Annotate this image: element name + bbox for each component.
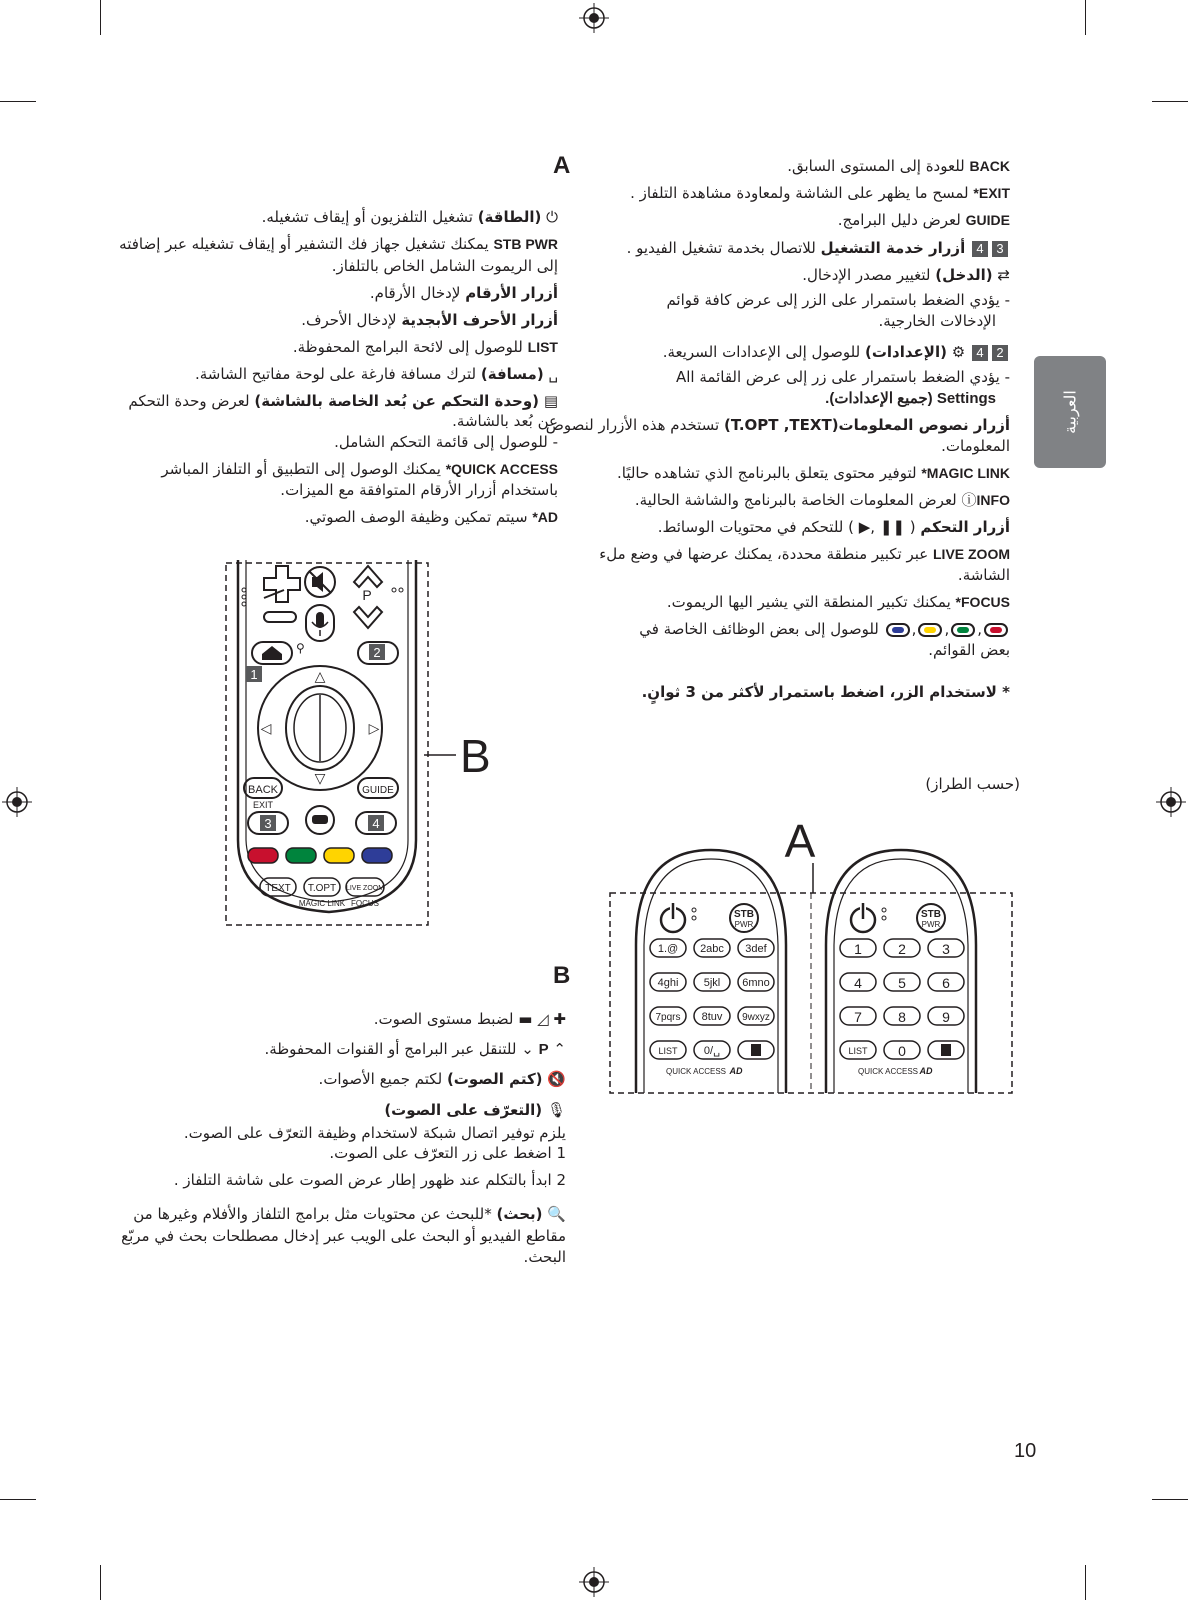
page-number: 10 — [1014, 1440, 1037, 1462]
text-line: مقاطع الفيديو أو البحث على الويب عبر إدخال مصطلحات بحث في مربّع — [121, 1227, 566, 1245]
remote-b-callout: B — [460, 730, 491, 782]
key-label: 7 — [854, 1009, 862, 1025]
text-line: STB PWR يمكنك تشغيل جهاز فك التشفير أو إيقاف تشغيله عبر إضافته — [119, 235, 558, 253]
power-icon: ⏻ — [546, 208, 558, 226]
section-header-b: B — [553, 962, 571, 989]
crop-mark — [1152, 1499, 1188, 1500]
key-label: 9 — [942, 1009, 950, 1025]
svg-text:⚲: ⚲ — [296, 641, 305, 655]
text-line: GUIDE لعرض دليل البرامج. — [837, 211, 1010, 229]
key-label: 6mno — [742, 977, 770, 989]
key-label: 3def — [745, 943, 767, 955]
left-column — [119, 207, 558, 537]
registration-mark-icon — [2, 787, 32, 817]
text-line: 1 اضغط على زر التعرّف على الصوت. — [329, 1144, 566, 1162]
crop-mark — [1085, 0, 1086, 35]
text-line: ⏻ (الطاقة) تشغيل التلفزيون أو إيقاف تشغيله. — [261, 208, 558, 226]
key-label: 0 — [898, 1043, 906, 1059]
key-label: 8tuv — [701, 1011, 723, 1023]
text-line: باستخدام أزرار الأرقام المتوافقة مع الميزات. — [280, 481, 558, 499]
text-key-label: TEXT — [265, 883, 291, 894]
text-line: أزرار نصوص المعلومات(T.OPT ,TEXT) تستخدم هذه الأزرار لنصوص — [545, 416, 1010, 434]
play-pause-icon: ( ❚❚ ,▶ ) — [848, 518, 916, 536]
text-line: QUICK ACCESS* يمكنك الوصول إلى التطبيق أو التلفاز المباشر — [161, 460, 558, 478]
text-line: 24 ⚙ (الإعدادات) للوصول إلى الإعدادات السريعة. — [663, 342, 1010, 362]
topt-key-label: T.OPT — [307, 883, 337, 894]
text-line: ▤ (وحدة التحكم عن بُعد الخاصة بالشاشة) لعرض وحدة التحكم — [128, 392, 558, 410]
text-line: AD* سيتم تمكين وظيفة الوصف الصوتي. — [304, 508, 558, 526]
text-line: 🔍 (بحث) *للبحث عن محتويات مثل برامج التلفاز والأفلام وغيرها من — [133, 1205, 566, 1223]
text-line: - يؤدي الضغط باستمرار على الزر إلى عرض كافة قوائم — [666, 291, 1010, 309]
list-key-label: LIST — [848, 1046, 868, 1056]
volume-icon: ✚ ◿ ▬ — [518, 1010, 566, 1028]
text-line: عن بُعد بالشاشة. — [452, 412, 558, 430]
text-line: 🎙 (التعرّف على الصوت) — [384, 1101, 566, 1119]
registration-mark-icon — [579, 3, 609, 33]
info-icon: ⓘ — [961, 491, 977, 509]
ad-label: AD — [729, 1066, 743, 1076]
remote-a-callout: A — [784, 815, 816, 867]
crop-mark — [0, 101, 36, 102]
text-line: - للوصول إلى قائمة التحكم الشامل. — [334, 433, 558, 451]
crop-mark — [1152, 101, 1188, 102]
text-line: Settings (جميع الإعدادات). — [825, 390, 996, 407]
key-label: 4ghi — [657, 977, 679, 989]
exit-key-label: EXIT — [252, 800, 274, 810]
text-line: ✚ ◿ ▬ لضبط مستوى الصوت. — [373, 1010, 566, 1028]
remote-b-illustration — [224, 560, 514, 930]
channel-p-label: P — [362, 587, 372, 603]
green-key-icon — [951, 623, 975, 637]
text-line: البحث. — [523, 1248, 566, 1266]
search-icon: 🔍 — [547, 1205, 566, 1223]
key-label: 6 — [942, 975, 950, 991]
section-header-a: A — [553, 152, 571, 179]
text-line: أزرار الأحرف الأبجدية لإدخال الأحرف. — [301, 311, 558, 329]
blue-key-icon — [886, 623, 910, 637]
registration-mark-icon — [1156, 787, 1186, 817]
text-line: 34 أزرار خدمة التشغيل للاتصال بخدمة تشغيل الفيديو . — [627, 238, 1010, 258]
key-label: 3 — [942, 941, 950, 957]
focus-label: FOCUS — [351, 899, 379, 908]
gear-icon: ⚙ — [951, 343, 966, 361]
text-line: بعض القوائم. — [928, 641, 1010, 659]
key-label: 0/␣ — [703, 1045, 721, 1057]
number-badge: 4 — [972, 241, 988, 257]
channel-down-icon: ⌄ — [521, 1040, 534, 1058]
registration-mark-icon — [579, 1567, 609, 1597]
guide-key-label: GUIDE — [362, 785, 394, 796]
number-badge: 1 — [250, 667, 258, 682]
stb-label: STB — [921, 909, 941, 920]
svg-text:◁: ◁ — [260, 720, 272, 736]
number-badge: 3 — [992, 241, 1008, 257]
svg-text:▷: ▷ — [368, 720, 380, 736]
text-line: المعلومات. — [941, 437, 1010, 455]
text-line: الشاشة. — [957, 566, 1010, 584]
text-line: EXIT* لمسح ما يظهر على الشاشة ولمعاودة مشاهدة التلفاز . — [630, 184, 1010, 202]
text-line: FOCUS* يمكنك تكبير المنطقة التي يشير اليها الريموت. — [666, 593, 1010, 611]
number-badge: 4 — [372, 816, 380, 831]
list-key-label: LIST — [658, 1046, 678, 1056]
key-label: 1 — [854, 941, 862, 957]
text-line: LIVE ZOOM عبر تكبير منطقة محددة، يمكنك عرضها في وضع ملء — [599, 545, 1010, 563]
key-label: 5jkl — [703, 977, 721, 989]
crop-mark — [100, 0, 101, 35]
number-badge: 3 — [264, 816, 272, 831]
text-line: , , , للوصول إلى بعض الوظائف الخاصة في — [639, 619, 1010, 639]
model-note: (حسب الطراز) — [925, 775, 1020, 793]
text-line: LIST للوصول إلى لائحة البرامج المحفوظة. — [292, 338, 558, 356]
pwr-label: PWR — [921, 920, 941, 929]
screen-remote-icon: ▤ — [543, 392, 558, 410]
language-tab: العربية — [1034, 356, 1106, 468]
key-label: 2abc — [700, 943, 724, 955]
livezoom-key-label: LIVE ZOOM — [345, 885, 385, 892]
text-line: BACK للعودة إلى المستوى السابق. — [787, 157, 1010, 175]
text-line: أزرار التحكم ( ❚❚ ,▶ ) للتحكم في محتويات الوسائط. — [657, 518, 1010, 536]
key-label: 2 — [898, 941, 906, 957]
text-line: 2 ابدأ بالتكلم عند ظهور إطار عرض الصوت على شاشة التلفاز . — [173, 1171, 566, 1189]
right-column — [545, 156, 1010, 716]
text-line: يلزم توفير اتصال شبكة لاستخدام وظيفة التعرّف على الصوت. — [183, 1124, 566, 1142]
ad-label: AD — [919, 1066, 933, 1076]
key-label: 9wxyz — [742, 1012, 770, 1023]
quick-access-label: QUICK ACCESS — [665, 1067, 727, 1076]
input-icon: ⇄ — [997, 266, 1010, 284]
text-line: - يؤدي الضغط باستمرار على زر إلى عرض القائمة All — [676, 368, 1010, 386]
crop-mark — [0, 1499, 36, 1500]
mic-icon: 🎙 — [546, 1101, 566, 1119]
channel-icon: ⌃ — [553, 1040, 566, 1058]
text-line: 🔇 (كتم الصوت) لكتم جميع الأصوات. — [318, 1070, 566, 1088]
text-line: أزرار الأرقام لإدخال الأرقام. — [369, 284, 558, 302]
text-line: ⌃ P ⌄ للتنقل عبر البرامج أو القنوات المحفوظة. — [264, 1040, 566, 1058]
text-line: MAGIC LINK* لتوفير محتوى يتعلق بالبرنامج الذي تشاهده حاليًا. — [616, 464, 1010, 482]
svg-text:▽: ▽ — [314, 770, 326, 786]
svg-text:△: △ — [314, 668, 326, 684]
text-line: ⇄ (الدخل) لتغيير مصدر الإدخال. — [802, 266, 1010, 284]
key-label: 8 — [898, 1009, 906, 1025]
text-line: الإدخالات الخارجية. — [878, 312, 996, 330]
number-badge: 4 — [972, 345, 988, 361]
red-key-icon — [984, 623, 1008, 637]
text-line: إلى الريموت الشامل الخاص بالتلفاز. — [331, 257, 558, 275]
quick-access-label: QUICK ACCESS — [857, 1067, 919, 1076]
text-line: ⓘINFO لعرض المعلومات الخاصة بالبرنامج والشاشة الحالية. — [634, 491, 1010, 509]
yellow-key-icon — [918, 623, 942, 637]
crop-mark — [100, 1565, 101, 1600]
key-label: 5 — [898, 975, 906, 991]
key-label: 7pqrs — [655, 1012, 681, 1023]
mute-icon: 🔇 — [547, 1070, 566, 1088]
pwr-label: PWR — [734, 920, 754, 929]
b-section — [121, 1009, 566, 1269]
back-key-label: BACK — [248, 784, 278, 796]
number-badge: 2 — [992, 345, 1008, 361]
crop-mark — [1085, 1565, 1086, 1600]
stb-label: STB — [734, 909, 754, 920]
magiclink-label: MAGIC LINK — [298, 899, 346, 908]
space-icon: ␣ — [548, 365, 558, 383]
number-badge: 2 — [373, 645, 381, 660]
note-line: * لاستخدام الزر، اضغط باستمرار لأكثر من 3 ثوانٍ. — [641, 683, 1010, 701]
text-line: ␣ (مسافة) لترك مسافة فارغة على لوحة مفاتيح الشاشة. — [194, 365, 558, 383]
remote-a-illustration — [608, 815, 1018, 1105]
key-label: 4 — [854, 975, 862, 991]
key-label: 1.@ — [657, 943, 679, 955]
